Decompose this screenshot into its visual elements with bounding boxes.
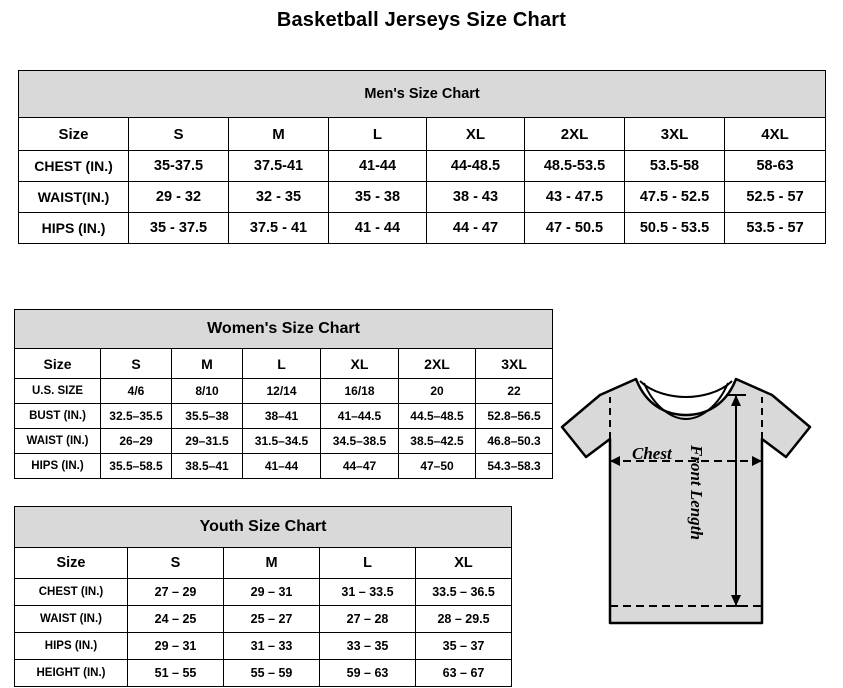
table-cell: 29 – 31	[224, 579, 320, 606]
table-cell: 16/18	[321, 379, 399, 404]
table-cell: 47–50	[399, 454, 476, 479]
table-cell: 47 - 50.5	[525, 213, 625, 244]
mens-chart-caption: Men's Size Chart	[19, 71, 826, 118]
table-cell: 41-44	[329, 151, 427, 182]
table-row	[15, 579, 512, 606]
front-length-measurement-label: Front Length	[687, 445, 706, 540]
row-label: WAIST(IN.)	[19, 182, 129, 213]
table-cell: 38.5–42.5	[399, 429, 476, 454]
row-label: WAIST (IN.)	[15, 429, 101, 454]
table-cell: 46.8–50.3	[476, 429, 553, 454]
column-header: M	[229, 118, 329, 151]
table-row	[15, 429, 553, 454]
table-cell: 50.5 - 53.5	[625, 213, 725, 244]
womens-size-chart-table	[14, 309, 553, 479]
table-cell: 31.5–34.5	[243, 429, 321, 454]
table-cell: 41–44	[243, 454, 321, 479]
table-cell: 44-48.5	[427, 151, 525, 182]
table-cell: 53.5-58	[625, 151, 725, 182]
table-cell: 8/10	[172, 379, 243, 404]
column-header: Size	[15, 349, 101, 379]
table-header-row	[15, 349, 553, 379]
table-cell: 22	[476, 379, 553, 404]
column-header: S	[129, 118, 229, 151]
column-header: 3XL	[476, 349, 553, 379]
table-cell: 32 - 35	[229, 182, 329, 213]
table-row	[15, 454, 553, 479]
table-row	[15, 606, 512, 633]
table-cell: 35 - 37.5	[129, 213, 229, 244]
table-row	[15, 633, 512, 660]
table-header-row	[19, 118, 826, 151]
row-label: CHEST (IN.)	[19, 151, 129, 182]
table-cell: 37.5-41	[229, 151, 329, 182]
table-cell: 44 - 47	[427, 213, 525, 244]
table-cell: 28 – 29.5	[416, 606, 512, 633]
row-label: WAIST (IN.)	[15, 606, 128, 633]
table-cell: 52.5 - 57	[725, 182, 826, 213]
row-label: HIPS (IN.)	[15, 454, 101, 479]
table-cell: 52.8–56.5	[476, 404, 553, 429]
youth-chart-caption: Youth Size Chart	[15, 507, 512, 548]
page-title: Basketball Jerseys Size Chart	[276, 9, 567, 31]
table-cell: 33.5 – 36.5	[416, 579, 512, 606]
table-cell: 54.3–58.3	[476, 454, 553, 479]
table-cell: 29–31.5	[172, 429, 243, 454]
table-cell: 51 – 55	[128, 660, 224, 687]
table-cell: 27 – 29	[128, 579, 224, 606]
table-cell: 26–29	[101, 429, 172, 454]
table-cell: 44.5–48.5	[399, 404, 476, 429]
table-cell: 24 – 25	[128, 606, 224, 633]
youth-size-chart-table	[14, 506, 512, 687]
table-cell: 43 - 47.5	[525, 182, 625, 213]
column-header: XL	[321, 349, 399, 379]
table-row	[19, 213, 826, 244]
table-cell: 55 – 59	[224, 660, 320, 687]
table-cell: 32.5–35.5	[101, 404, 172, 429]
table-cell: 38–41	[243, 404, 321, 429]
column-header: 2XL	[399, 349, 476, 379]
table-cell: 25 – 27	[224, 606, 320, 633]
table-cell: 31 – 33.5	[320, 579, 416, 606]
column-header: 4XL	[725, 118, 826, 151]
table-caption-row	[15, 310, 553, 349]
table-cell: 33 – 35	[320, 633, 416, 660]
table-cell: 48.5-53.5	[525, 151, 625, 182]
row-label: BUST (IN.)	[15, 404, 101, 429]
column-header: M	[172, 349, 243, 379]
column-header: L	[329, 118, 427, 151]
column-header: S	[128, 548, 224, 579]
table-cell: 29 – 31	[128, 633, 224, 660]
column-header: S	[101, 349, 172, 379]
table-cell: 12/14	[243, 379, 321, 404]
table-cell: 35 – 37	[416, 633, 512, 660]
table-cell: 53.5 - 57	[725, 213, 826, 244]
table-cell: 4/6	[101, 379, 172, 404]
mens-size-chart-table	[18, 70, 826, 244]
table-cell: 59 – 63	[320, 660, 416, 687]
table-cell: 35-37.5	[129, 151, 229, 182]
table-row	[19, 182, 826, 213]
table-header-row	[15, 548, 512, 579]
column-header: Size	[19, 118, 129, 151]
row-label: CHEST (IN.)	[15, 579, 128, 606]
table-caption-row	[15, 507, 512, 548]
table-cell: 41–44.5	[321, 404, 399, 429]
table-cell: 44–47	[321, 454, 399, 479]
table-cell: 35.5–58.5	[101, 454, 172, 479]
column-header: L	[243, 349, 321, 379]
table-cell: 35 - 38	[329, 182, 427, 213]
table-cell: 38.5–41	[172, 454, 243, 479]
column-header: XL	[416, 548, 512, 579]
chest-measurement-label: Chest	[632, 444, 672, 463]
table-row	[15, 404, 553, 429]
table-row	[15, 379, 553, 404]
table-cell: 31 – 33	[224, 633, 320, 660]
womens-chart-caption: Women's Size Chart	[15, 310, 553, 349]
table-cell: 34.5–38.5	[321, 429, 399, 454]
column-header: 2XL	[525, 118, 625, 151]
table-cell: 29 - 32	[129, 182, 229, 213]
table-row	[19, 151, 826, 182]
column-header: 3XL	[625, 118, 725, 151]
column-header: XL	[427, 118, 525, 151]
table-cell: 58-63	[725, 151, 826, 182]
table-cell: 41 - 44	[329, 213, 427, 244]
row-label: HEIGHT (IN.)	[15, 660, 128, 687]
row-label: U.S. SIZE	[15, 379, 101, 404]
table-row	[15, 660, 512, 687]
column-header: Size	[15, 548, 128, 579]
row-label: HIPS (IN.)	[15, 633, 128, 660]
table-cell: 27 – 28	[320, 606, 416, 633]
table-caption-row	[19, 71, 826, 118]
row-label: HIPS (IN.)	[19, 213, 129, 244]
column-header: L	[320, 548, 416, 579]
table-cell: 37.5 - 41	[229, 213, 329, 244]
table-cell: 38 - 43	[427, 182, 525, 213]
column-header: M	[224, 548, 320, 579]
table-cell: 20	[399, 379, 476, 404]
table-cell: 35.5–38	[172, 404, 243, 429]
table-cell: 47.5 - 52.5	[625, 182, 725, 213]
table-cell: 63 – 67	[416, 660, 512, 687]
